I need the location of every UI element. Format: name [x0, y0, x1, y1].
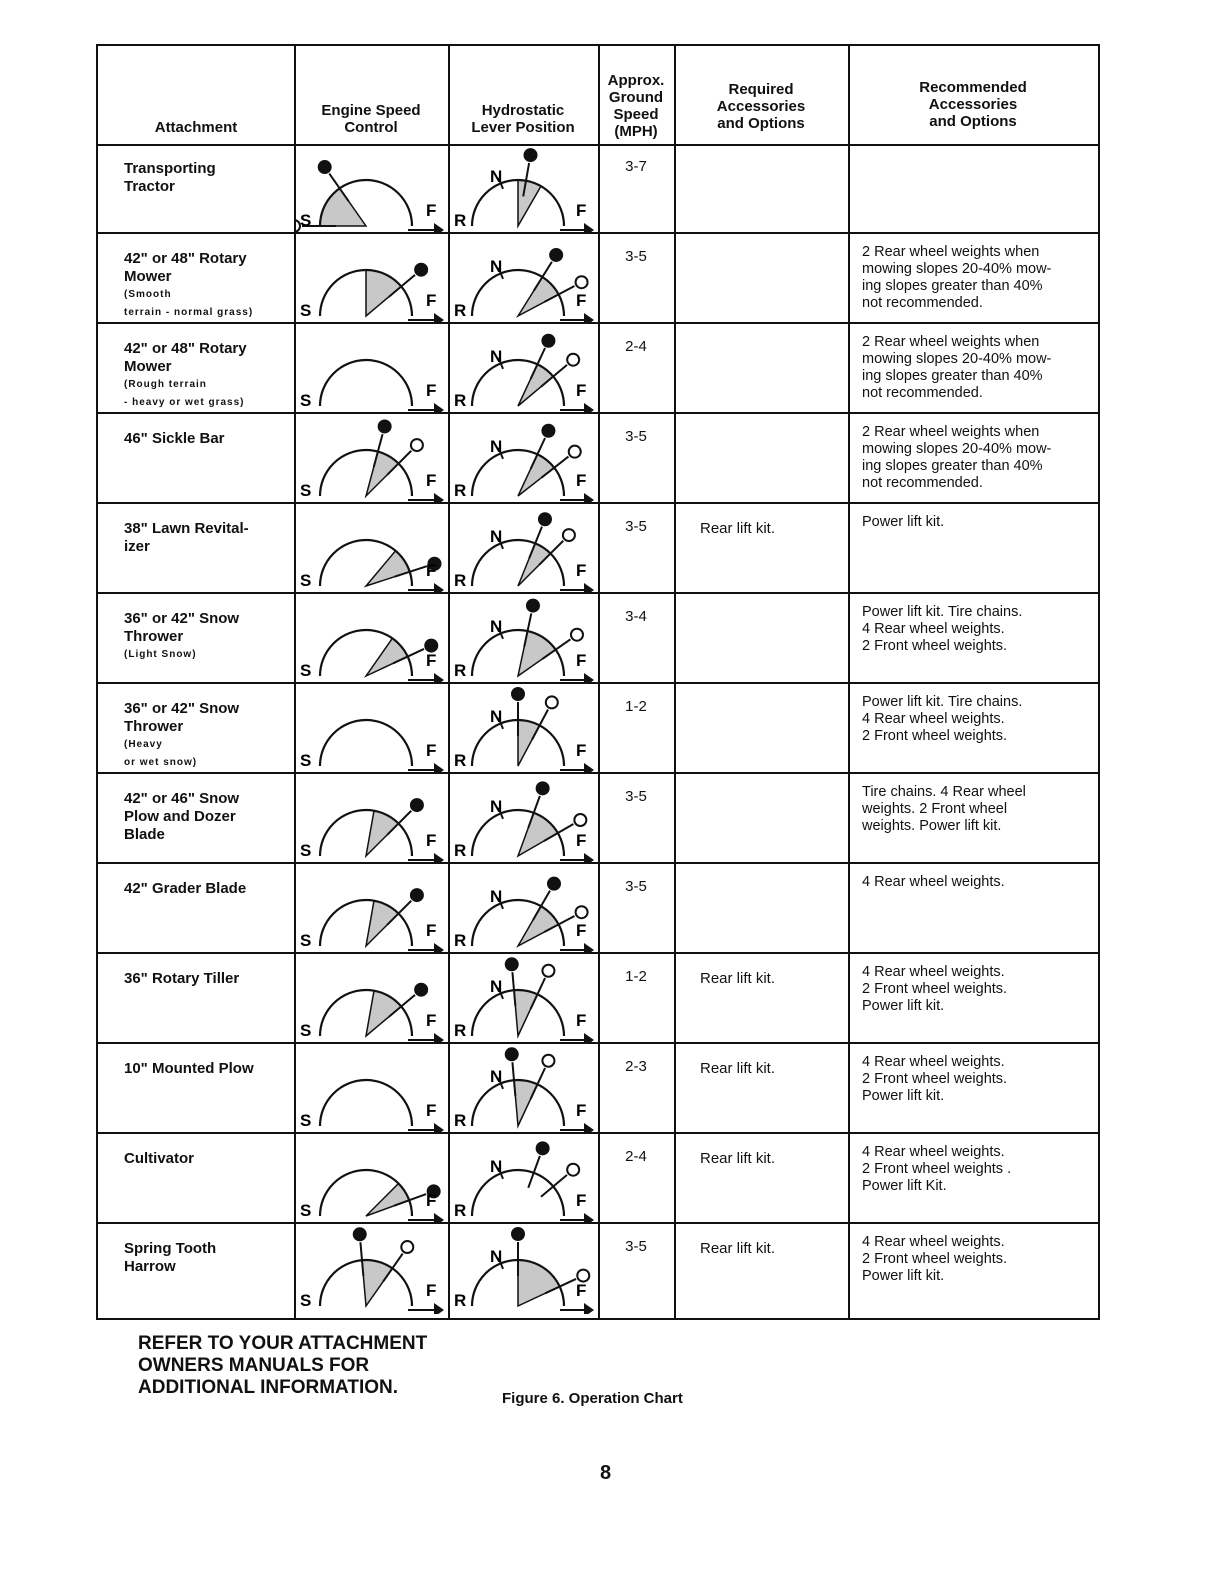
label-fast: F: [576, 291, 587, 310]
label-reverse: R: [454, 481, 467, 500]
lever-marker-icon: [512, 1228, 524, 1240]
label-neutral: N: [490, 617, 503, 636]
label-neutral: N: [490, 1157, 503, 1176]
hydrostatic-lever-dial: [448, 1134, 598, 1222]
recommended-accessories: 2 Rear wheel weights when mowing slopes 20-40% mow- ing slopes greater than 40% not recommended.: [862, 244, 1052, 311]
header-engine-speed: Engine Speed Control: [321, 102, 421, 136]
fast-arrow-icon: [434, 583, 444, 594]
label-neutral: N: [490, 797, 503, 816]
lever-marker-icon: [506, 1048, 518, 1060]
attachment-label: Spring Tooth Harrow: [124, 1240, 217, 1275]
attachment-name: [98, 1044, 294, 1132]
header-hydrostatic: Hydrostatic Lever Position: [471, 102, 575, 136]
engine-speed-dial: [294, 954, 448, 1042]
lever-marker-open-icon: [571, 629, 583, 641]
hydrostatic-lever-dial: [448, 864, 598, 952]
figure-caption: Figure 6. Operation Chart: [502, 1390, 683, 1407]
attachment-name: [98, 954, 294, 1042]
engine-speed-dial: [294, 504, 448, 592]
hydrostatic-lever-dial: [448, 324, 598, 412]
shaded-range: [366, 811, 399, 856]
ground-speed: 3-5: [625, 788, 647, 805]
lever-marker-icon: [379, 420, 391, 432]
attachment-name: [98, 1224, 294, 1314]
ground-speed: 3-4: [625, 608, 647, 625]
label-slow: S: [300, 211, 312, 230]
ground-speed: 2-3: [625, 1058, 647, 1075]
attachment-name: [98, 324, 294, 412]
fast-arrow-icon: [434, 673, 444, 684]
engine-speed-dial: [294, 864, 448, 952]
ground-speed: 3-5: [625, 878, 647, 895]
attachment-name: [98, 144, 294, 232]
recommended-accessories: 4 Rear wheel weights. 2 Front wheel weights . Power lift Kit.: [862, 1144, 1012, 1194]
ground-speed: 1-2: [625, 968, 647, 985]
label-fast: F: [576, 201, 587, 220]
label-slow: S: [300, 751, 312, 770]
lever-marker-open-icon: [567, 1164, 579, 1176]
footer-note: REFER TO YOUR ATTACHMENT OWNERS MANUALS FOR ADDITIONAL INFORMATION.: [138, 1333, 428, 1398]
fast-arrow-icon: [434, 1033, 444, 1044]
label-fast: F: [576, 651, 587, 670]
fast-arrow-icon: [434, 853, 444, 864]
ground-speed: 3-5: [625, 248, 647, 265]
attachment-label: 36" or 42" Snow Thrower: [124, 610, 240, 645]
attachment-label: 42" or 46" Snow Plow and Dozer Blade: [124, 790, 240, 843]
fast-arrow-icon: [434, 1213, 444, 1224]
fast-arrow-icon: [584, 1033, 594, 1044]
recommended-accessories: Power lift kit. Tire chains. 4 Rear wheel weights. 2 Front wheel weights.: [862, 604, 1023, 654]
lever-marker-icon: [425, 640, 437, 652]
attachment-name: [98, 594, 294, 682]
label-fast: F: [576, 831, 587, 850]
lever-marker-icon: [525, 149, 537, 161]
shaded-range: [514, 1080, 537, 1126]
lever-marker-open-icon: [574, 814, 586, 826]
label-reverse: R: [454, 1201, 467, 1220]
required-accessories: Rear lift kit.: [700, 1150, 776, 1167]
label-reverse: R: [454, 841, 467, 860]
lever-marker-icon: [354, 1228, 366, 1240]
label-fast: F: [426, 291, 437, 310]
attachment-label: Transporting Tractor: [124, 160, 216, 195]
fast-arrow-icon: [584, 583, 594, 594]
recommended-accessories: [848, 144, 1098, 232]
label-reverse: R: [454, 391, 467, 410]
dial-arc: [472, 540, 564, 586]
attachment-name: [98, 774, 294, 862]
fast-arrow-icon: [584, 313, 594, 324]
fast-arrow-icon: [584, 853, 594, 864]
lever-marker-icon: [415, 984, 427, 996]
label-reverse: R: [454, 661, 467, 680]
fast-arrow-icon: [584, 1303, 594, 1314]
engine-speed-dial: [294, 414, 448, 502]
label-slow: S: [300, 1021, 312, 1040]
dial-arc: [320, 720, 412, 766]
recommended-accessories: Tire chains. 4 Rear wheel weights. 2 Front wheel weights. Power lift kit.: [862, 784, 1026, 834]
label-reverse: R: [454, 1021, 467, 1040]
fast-arrow-icon: [584, 223, 594, 234]
label-reverse: R: [454, 1111, 467, 1130]
label-neutral: N: [490, 437, 503, 456]
label-fast: F: [576, 381, 587, 400]
attachment-label: 36" or 42" Snow Thrower: [124, 700, 240, 735]
hydrostatic-lever-dial: [448, 144, 598, 232]
hydrostatic-lever-dial: [448, 594, 598, 682]
hydrostatic-lever-dial: [448, 1044, 598, 1132]
engine-speed-dial: [294, 234, 448, 322]
label-fast: F: [426, 1281, 437, 1300]
lever-marker-icon: [537, 782, 549, 794]
attachment-note: (Heavy or wet snow): [124, 739, 198, 768]
required-accessories: [674, 144, 848, 232]
attachment-label: 36" Rotary Tiller: [124, 970, 240, 987]
shaded-range: [366, 551, 410, 586]
label-slow: S: [300, 1111, 312, 1130]
fast-arrow-icon: [584, 673, 594, 684]
header-attachment: Attachment: [154, 119, 238, 136]
dial-arc: [320, 450, 412, 496]
lever-marker-open-icon: [563, 529, 575, 541]
shaded-range: [518, 720, 540, 766]
shaded-range: [366, 270, 401, 316]
shaded-range: [366, 638, 408, 676]
lever-marker-open-icon: [577, 1270, 589, 1282]
hydrostatic-lever-dial: [448, 1224, 598, 1314]
page-number: 8: [600, 1462, 612, 1484]
label-slow: S: [300, 661, 312, 680]
lever-marker-open-icon: [542, 1055, 554, 1067]
label-fast: F: [576, 471, 587, 490]
shaded-range: [514, 990, 537, 1036]
hydrostatic-lever-dial: [448, 414, 598, 502]
hydrostatic-lever-dial: [448, 234, 598, 322]
label-slow: S: [300, 1291, 312, 1310]
fast-arrow-icon: [434, 313, 444, 324]
label-neutral: N: [490, 707, 503, 726]
label-neutral: N: [490, 527, 503, 546]
recommended-accessories: Power lift kit.: [862, 514, 945, 530]
lever-marker-icon: [542, 335, 554, 347]
label-fast: F: [426, 1011, 437, 1030]
lever-marker-icon: [548, 878, 560, 890]
label-reverse: R: [454, 571, 467, 590]
label-neutral: N: [490, 1067, 503, 1086]
required-accessories: Rear lift kit.: [700, 1060, 776, 1077]
fast-arrow-icon: [434, 223, 444, 234]
lever-marker-icon: [512, 688, 524, 700]
label-neutral: N: [490, 347, 503, 366]
fast-arrow-icon: [434, 493, 444, 504]
lever-marker-icon: [411, 889, 423, 901]
engine-speed-dial: [294, 1224, 448, 1314]
label-fast: F: [576, 1281, 587, 1300]
lever-marker-open-icon: [401, 1241, 413, 1253]
fast-arrow-icon: [584, 1213, 594, 1224]
required-accessories: [674, 414, 848, 502]
attachment-name: [98, 1134, 294, 1222]
required-accessories: [674, 594, 848, 682]
shaded-range: [362, 1260, 392, 1306]
hydrostatic-lever-dial: [448, 684, 598, 772]
label-slow: S: [300, 391, 312, 410]
attachment-note: (Rough terrain - heavy or wet grass): [124, 379, 245, 408]
hydrostatic-lever-dial: [448, 774, 598, 862]
attachment-name: [98, 684, 294, 772]
attachment-label: 38" Lawn Revital- izer: [124, 520, 249, 555]
dial-arc: [472, 450, 564, 496]
fast-arrow-icon: [434, 1123, 444, 1134]
attachment-name: [98, 234, 294, 322]
fast-arrow-icon: [434, 1303, 444, 1314]
recommended-accessories: 4 Rear wheel weights. 2 Front wheel weights. Power lift kit.: [862, 1054, 1008, 1104]
label-reverse: R: [454, 301, 467, 320]
label-neutral: N: [490, 167, 503, 186]
label-slow: S: [300, 1201, 312, 1220]
fast-arrow-icon: [584, 403, 594, 414]
dial-arc: [320, 990, 412, 1036]
attachment-name: [98, 864, 294, 952]
label-slow: S: [300, 931, 312, 950]
required-accessories: Rear lift kit.: [700, 520, 776, 537]
required-accessories: [674, 324, 848, 412]
recommended-accessories: 4 Rear wheel weights. 2 Front wheel weights. Power lift kit.: [862, 1234, 1008, 1284]
label-neutral: N: [490, 977, 503, 996]
required-accessories: [674, 774, 848, 862]
label-slow: S: [300, 481, 312, 500]
ground-speed: 3-7: [625, 158, 647, 175]
hydrostatic-lever-dial: [448, 504, 598, 592]
fast-arrow-icon: [434, 403, 444, 414]
label-fast: F: [426, 471, 437, 490]
label-neutral: N: [490, 257, 503, 276]
attachment-note: (Smooth terrain - normal grass): [124, 289, 254, 318]
operation-chart: [96, 44, 1100, 1320]
fast-arrow-icon: [584, 943, 594, 954]
lever-marker-open-icon: [542, 965, 554, 977]
label-reverse: R: [454, 931, 467, 950]
shaded-range: [366, 991, 401, 1036]
lever-marker-open-icon: [567, 354, 579, 366]
dial-arc: [472, 1170, 564, 1216]
required-accessories: [674, 684, 848, 772]
label-fast: F: [426, 921, 437, 940]
fast-arrow-icon: [584, 493, 594, 504]
label-fast: F: [576, 921, 587, 940]
engine-speed-dial: [294, 144, 448, 232]
label-fast: F: [426, 381, 437, 400]
dial-arc: [472, 360, 564, 406]
lever-marker-icon: [411, 799, 423, 811]
label-fast: F: [426, 651, 437, 670]
lever-marker-icon: [506, 958, 518, 970]
label-fast: F: [426, 201, 437, 220]
label-reverse: R: [454, 1291, 467, 1310]
header-required: Required Accessories and Options: [716, 81, 806, 132]
label-neutral: N: [490, 887, 503, 906]
fast-arrow-icon: [434, 943, 444, 954]
header-recommended: Recommended Accessories and Options: [919, 79, 1027, 130]
fast-arrow-icon: [434, 763, 444, 774]
lever-marker-icon: [415, 264, 427, 276]
dial-arc: [320, 810, 412, 856]
recommended-accessories: 2 Rear wheel weights when mowing slopes 20-40% mow- ing slopes greater than 40% not recommended.: [862, 424, 1052, 491]
attachment-label: 42" or 48" Rotary Mower: [124, 340, 247, 375]
label-fast: F: [576, 1101, 587, 1120]
fast-arrow-icon: [584, 763, 594, 774]
ground-speed: 2-4: [625, 1148, 647, 1165]
lever-marker-icon: [550, 249, 562, 261]
engine-speed-dial: [294, 1044, 448, 1132]
label-reverse: R: [454, 211, 467, 230]
attachment-label: 42" Grader Blade: [124, 880, 247, 897]
label-fast: F: [576, 1011, 587, 1030]
label-slow: S: [300, 571, 312, 590]
lever-marker-open-icon: [546, 696, 558, 708]
engine-speed-dial: [294, 324, 448, 412]
label-slow: S: [300, 841, 312, 860]
dial-arc: [320, 1080, 412, 1126]
engine-speed-dial: [294, 1134, 448, 1222]
shaded-range: [518, 180, 541, 226]
recommended-accessories: 2 Rear wheel weights when mowing slopes 20-40% mow- ing slopes greater than 40% not recommended.: [862, 334, 1052, 401]
label-fast: F: [426, 831, 437, 850]
label-fast: F: [576, 741, 587, 760]
lever-marker-icon: [527, 600, 539, 612]
lever-marker-open-icon: [569, 446, 581, 458]
lever-marker-icon: [542, 425, 554, 437]
lever-marker-open-icon: [576, 276, 588, 288]
lever-marker-icon: [537, 1142, 549, 1154]
label-fast: F: [426, 1101, 437, 1120]
lever-marker-open-icon: [576, 906, 588, 918]
label-fast: F: [576, 561, 587, 580]
lever-marker-open-icon: [411, 439, 423, 451]
dial-arc: [320, 360, 412, 406]
engine-speed-dial: [294, 594, 448, 682]
ground-speed: 3-5: [625, 1238, 647, 1255]
required-accessories: Rear lift kit.: [700, 970, 776, 987]
ground-speed: 3-5: [625, 428, 647, 445]
label-slow: S: [300, 301, 312, 320]
attachment-label: 46" Sickle Bar: [124, 430, 225, 447]
label-reverse: R: [454, 751, 467, 770]
required-accessories: Rear lift kit.: [700, 1240, 776, 1257]
recommended-accessories: 4 Rear wheel weights.: [862, 874, 1005, 890]
header-ground-speed: Approx. Ground Speed (MPH): [607, 72, 665, 140]
dial-arc: [320, 900, 412, 946]
attachment-label: 42" or 48" Rotary Mower: [124, 250, 247, 285]
label-fast: F: [426, 1191, 437, 1210]
shaded-range: [518, 813, 558, 856]
ground-speed: 3-5: [625, 518, 647, 535]
recommended-accessories: 4 Rear wheel weights. 2 Front wheel weights. Power lift kit.: [862, 964, 1008, 1014]
recommended-accessories: Power lift kit. Tire chains. 4 Rear wheel weights. 2 Front wheel weights.: [862, 694, 1023, 744]
engine-speed-dial: [294, 684, 448, 772]
required-accessories: [674, 864, 848, 952]
shaded-range: [518, 1260, 560, 1306]
label-fast: F: [426, 561, 437, 580]
fast-arrow-icon: [584, 1123, 594, 1134]
label-fast: F: [576, 1191, 587, 1210]
lever-marker-icon: [319, 161, 331, 173]
attachment-name: [98, 504, 294, 592]
label-neutral: N: [490, 1247, 503, 1266]
hydrostatic-lever-dial: [448, 954, 598, 1042]
attachment-label: Cultivator: [124, 1150, 195, 1167]
lever-marker-icon: [539, 513, 551, 525]
ground-speed: 1-2: [625, 698, 647, 715]
attachment-label: 10" Mounted Plow: [124, 1060, 254, 1077]
attachment-name: [98, 414, 294, 502]
ground-speed: 2-4: [625, 338, 647, 355]
required-accessories: [674, 234, 848, 322]
engine-speed-dial: [294, 774, 448, 862]
attachment-note: (Light Snow): [124, 649, 197, 660]
shaded-range: [366, 901, 399, 946]
label-fast: F: [426, 741, 437, 760]
